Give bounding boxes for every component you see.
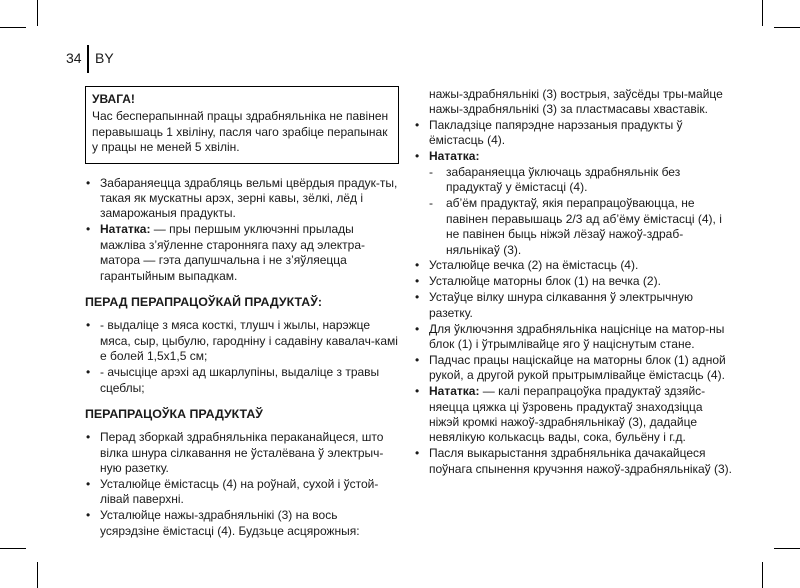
language-code: BY [95,50,114,66]
list-item: • Усталюйце нажы-здрабняльнікі (3) на вось усярэдзіне ёмістасці (4). Будзьце асцярожныя: [85,508,400,539]
sub-list [414,165,732,258]
list-item: • - выдаліце з мяса косткі, тлушч і жылы, нарэжце мяса, сыр, цыбулю, гароднiну і садавіну кавалач-камі е болей 1,5х1,5 см; [85,318,400,364]
page-number: 34 [66,50,82,66]
crop-mark [774,548,800,549]
crop-mark [37,0,38,26]
right-column [414,87,732,478]
header-divider [87,45,89,73]
list-item: • Пакладзіце папярэдне нарэзаныя прадукты ў ёмістасць (4). [414,118,732,149]
warning-box [85,86,399,164]
bullet-list [85,176,400,284]
list-item [85,176,400,222]
note-label: Нататка: [429,384,480,399]
note-label: Нататка: [429,149,480,164]
list-item: • Усталюйце вечка (2) на ёмістасць (4). [414,258,732,273]
list-item [414,149,732,164]
crop-mark [0,27,26,28]
list-item: • Перад зборкай здрабняльніка пераканайцеся, што вілка шнура сілкавання не ўсталёвана ў электрыч-ную разетку. [85,430,400,476]
warning-text: Час бесперапыннай працы здрабняльніка не павінен перавышаць 1 хвіліну, пасля чаго зрабіце перапынак у працы не меней 5 хвілін. [92,109,389,155]
list-item: • Пасля выкарыстання здрабняльніка дачакайцеся поўнага спынення кручэння нажоў-здрабняльнікаў (3). [414,446,732,477]
list-item: • Для ўключэння здрабняльніка націсніце на матор-ны блок (1) і ўтрымлівайце яго ў націснутым стане. [414,322,732,353]
note-label: Нататка: [100,222,151,237]
list-item-text: Забараняецца здрабляць вельмі цвёрдыя прадук-ты, такая як мускатны арэх, зерні кавы, зёлкі, лёд і замарожаныя прадукты. [100,175,398,221]
list-item [85,222,400,284]
crop-mark [762,0,763,26]
list-item-text: — пры першым уключэнні прылады мажліва з’яўленне старонняга паху ад электра-матора — гэта дапушчальна і не з’яўляецца гарантыйным выпадкам. [100,222,366,283]
sub-list-item: - аб’ём прадуктаў, якія перапрацоўваюцца, не павінен перавышаць 2/3 ад аб’ёму ёмістасці (4), і не павінен быць ніжэй лёзаў нажоў-здраб-няльнікаў (3). [429,196,732,258]
sub-list-item: - забараняецца ўключаць здрабняльнік без прадуктаў у ёмістасці (4). [429,165,732,196]
bullet-list [85,430,400,539]
bullet-list [85,318,400,396]
list-item-text: — калі перапрацоўка прадуктаў здзяйс-няецца цяжка ці ўзровень прадуктаў знаходзіцца ніжэй кромкі нажоў-здрабняльнікаў (3), дадайце невялікую колькасць вады, сока, бульёну і г.д. [429,384,706,445]
section-title: ПЕРАПРАЦОЎКА ПРАДУКТАЎ [85,406,263,421]
list-item: • - ачысціце арэхі ад шкарлупіны, выдаліце з травы сцеблы; [85,365,400,396]
list-item: • Усталюйце маторны блок (1) на вечка (2). [414,274,732,289]
bullet-list [414,118,732,165]
crop-mark [762,562,763,588]
warning-title: УВАГА! [92,92,135,106]
crop-mark [37,562,38,588]
bullet-list [414,258,732,477]
left-column [85,86,400,540]
crop-mark [774,27,800,28]
crop-mark [0,548,26,549]
continuation-text: нажы-здрабняльнікі (3) вострыя, заўсёды тры-майце нажы-здрабняльнікі (3) за пластмасавы хваставік. [429,87,723,117]
list-item: • Падчас працы націскайце на маторны блок (1) адной рукой, а другой рукой прытрымлівайце ёмістасць (4). [414,353,732,384]
section-title: ПЕРАД ПЕРАПРАЦОЎКАЙ ПРАДУКТАЎ: [85,294,323,309]
list-item: • Усталюйце ёмістасць (4) на роўнай, сухой і ўстой-лівай паверхні. [85,477,400,508]
list-item: • Устаўце вілку шнура сілкавання ў электрычную разетку. [414,290,732,321]
list-item [414,384,732,446]
